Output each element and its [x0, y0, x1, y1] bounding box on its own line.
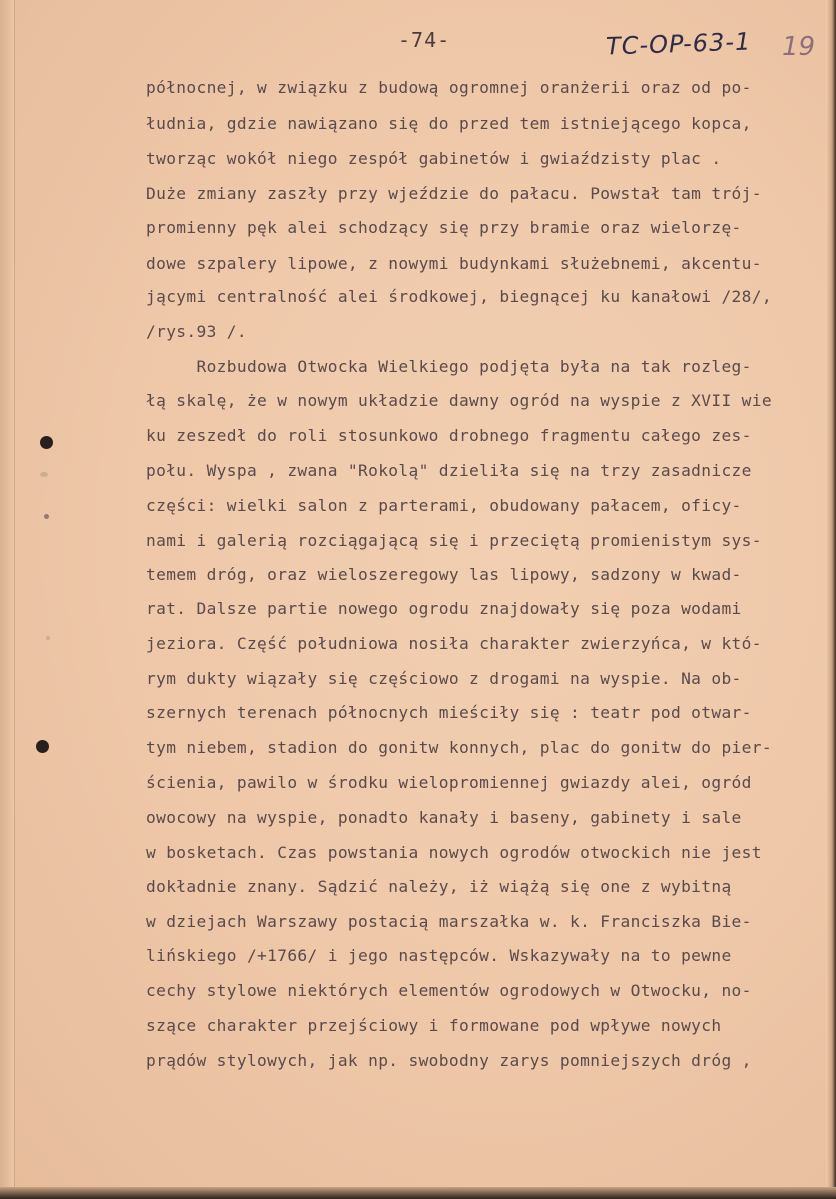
text-line: łą skalę, że w nowym układzie dawny ogród na wyspie z XVII wie: [146, 391, 772, 410]
text-line: dowe szpalery lipowe, z nowymi budynkami służebnemi, akcentu-: [146, 254, 762, 273]
punch-hole: [40, 436, 53, 449]
text-line: ścienia, pawilo w środku wielopromiennej gwiazdy alei, ogród: [146, 773, 752, 792]
page-number: -74-: [398, 28, 451, 52]
left-binding-edge: [0, 0, 15, 1199]
text-line: nami i galerią rozciągającą się i przeciętą promienistym sys-: [146, 531, 762, 550]
text-line: łudnia, gdzie nawiązano się do przed tem istniejącego kopca,: [146, 114, 752, 133]
folio-number: 19: [782, 32, 816, 62]
right-page-edge: [826, 0, 836, 1199]
text-line: jeziora. Część południowa nosiła charakter zwierzyńca, w któ-: [146, 634, 762, 653]
text-line: owocowy na wyspie, ponadto kanały i baseny, gabinety i sale: [146, 808, 742, 827]
text-line: tym niebem, stadion do gonitw konnych, plac do gonitw do pier-: [146, 738, 772, 757]
text-line: w bosketach. Czas powstania nowych ogrodów otwockich nie jest: [146, 843, 762, 862]
text-line: cechy stylowe niektórych elementów ogrodowych w Otwocku, no-: [146, 981, 752, 1000]
bottom-page-edge: [0, 1187, 836, 1199]
text-line: prądów stylowych, jak np. swobodny zarys pomniejszych dróg ,: [146, 1051, 752, 1070]
text-line: Duże zmiany zaszły przy wjeździe do pałacu. Powstał tam trój-: [146, 184, 762, 203]
text-line: szące charakter przejściowy i formowane pod wpływe nowych: [146, 1016, 722, 1035]
text-line: dokładnie znany. Sądzić należy, iż wiążą się one z wybitną: [146, 877, 732, 896]
text-line: w dziejach Warszawy postacią marszałka w. k. Franciszka Bie-: [146, 912, 752, 931]
paper-mark: [44, 514, 49, 519]
text-line: części: wielki salon z parterami, obudowany pałacem, oficy-: [146, 496, 742, 515]
text-line: jącymi centralność alei środkowej, biegnącej ku kanałowi /28/,: [146, 287, 772, 306]
text-line: Rozbudowa Otwocka Wielkiego podjęta była na tak rozleg-: [146, 357, 752, 376]
text-line: ku zeszedł do roli stosunkowo drobnego fragmentu całego zes-: [146, 426, 752, 445]
text-line: północnej, w związku z budową ogromnej oranżerii oraz od po-: [146, 78, 752, 97]
paper-mark: [46, 636, 50, 640]
text-line: temem dróg, oraz wieloszeregowy las lipowy, sadzony w kwad-: [146, 565, 742, 584]
punch-hole: [36, 740, 49, 753]
text-line: połu. Wyspa , zwana "Rokolą" dzieliła się na trzy zasadnicze: [146, 461, 752, 480]
text-line: lińskiego /+1766/ i jego następców. Wskazywały na to pewne: [146, 946, 732, 965]
text-line: rym dukty wiązały się częściowo z drogami na wyspie. Na ob-: [146, 669, 742, 688]
text-line: tworząc wokół niego zespół gabinetów i gwiaździsty plac .: [146, 149, 722, 168]
text-line: rat. Dalsze partie nowego ogrodu znajdowały się poza wodami: [146, 599, 742, 618]
text-line: promienny pęk alei schodzący się przy bramie oraz wielorzę-: [146, 218, 742, 237]
paper-mark: [40, 472, 48, 477]
text-line: /rys.93 /.: [146, 322, 247, 341]
text-line: szernych terenach północnych mieściły się : teatr pod otwar-: [146, 703, 752, 722]
archive-reference: TC-OP-63-1: [605, 27, 752, 61]
